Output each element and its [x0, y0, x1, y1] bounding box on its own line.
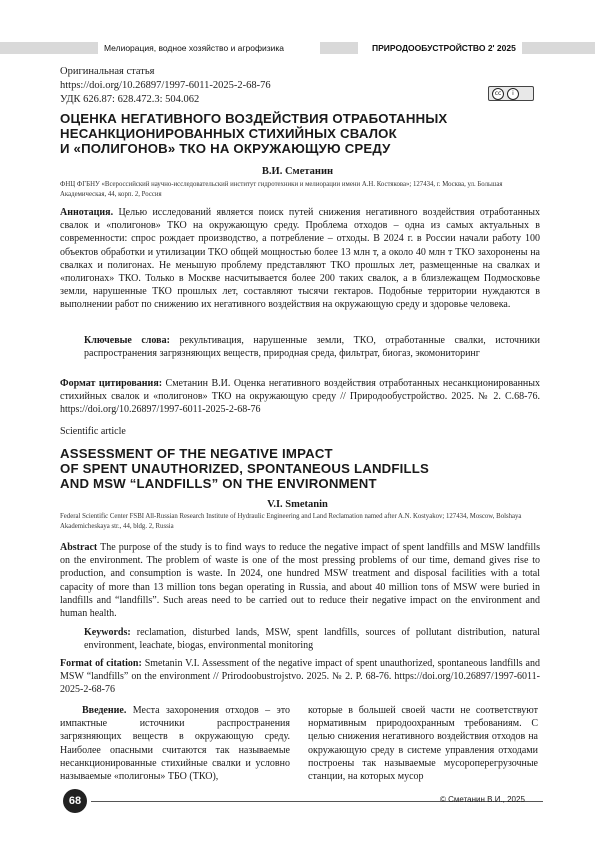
title-ru-line: И «ПОЛИГОНОВ» ТКО НА ОКРУЖАЮЩУЮ СРЕДУ	[60, 141, 391, 156]
citation-ru-label: Формат цитирования:	[60, 378, 163, 389]
journal-section: Мелиорация, водное хозяйство и агрофизика	[104, 43, 284, 53]
body-left-column	[60, 704, 290, 783]
abstract-en-label: Abstract	[60, 542, 98, 553]
abstract-ru-text: Целью исследований является поиск путей снижения негативного воздействия отработанных свалок и «полигонов» ТКО на окружающую среду. Проблема отходов – одна из самых актуальных в современности: спрос рождает производство, а потребление – отходы. В 2024 г. в России начали работу 100 объектов обработки и утилизации ТКО общей мощностью более 13 млн т, а около 40 млн т ТКО захоронены на свалках и полигонах. Не меньшую проблему представляют ТКО прошлых лет, размещенные на свалках и «полигонах» ТКО. Только в Москве насчитывается более 200 таких свалок, а в близлежащем Подмосковье земли, нарушенные ТКО прошлых лет, составляют тысячи гектаров. Подобные территории нуждаются в выполнении работ по снижению их негативного воздействия на окружающую среду и здоровье человека.	[60, 207, 541, 311]
title-en-line: AND MSW “LANDFILLS” ON THE ENVIRONMENT	[60, 476, 377, 491]
title-ru-line: ОЦЕНКА НЕГАТИВНОГО ВОЗДЕЙСТВИЯ ОТРАБОТАННЫХ	[60, 111, 448, 126]
citation-en	[60, 657, 540, 697]
citation-en-text: Smetanin V.I. Assessment of the negative impact of spent unauthorized, spontaneous landfills and MSW “landfills” on the environment // Prirodoobustrojstvo. 2025. № 2. P. 68-76. https://doi.org/10.26897/1997-6011-2025-2-68-76	[60, 658, 540, 696]
journal-issue: ПРИРОДООБУСТРОЙСТВО 2' 2025	[372, 43, 516, 53]
body-left-text: Места захоронения отходов – это импактные источники распространения загрязняющих веществ в окружающую среду. Наиболее опасными считаются так называемые несанкционированные стихийные свалки и условно называемые «полигоны» ТБО (ТКО),	[60, 705, 291, 783]
keywords-en-label: Keywords:	[84, 627, 131, 638]
copyright: © Сметанин В.И., 2025	[440, 795, 525, 804]
title-en-line: OF SPENT UNAUTHORIZED, SPONTANEOUS LANDFILLS	[60, 461, 430, 476]
by-icon: i	[507, 88, 519, 100]
abstract-ru	[60, 206, 540, 312]
body-right-text: которые в большей своей части не соответствуют нормативным природоохранным требованиям. С целью снижения негативного воздействия отходов на окружающую среду в системе управления отходами построены так называемые мусороперегрузочные станции, на которых мусор	[308, 705, 538, 783]
intro-label: Введение.	[82, 705, 127, 716]
author-en: V.I. Smetanin	[267, 499, 328, 510]
title-en	[60, 446, 540, 491]
abstract-ru-label: Аннотация.	[60, 207, 114, 218]
citation-en-label: Format of citation:	[60, 658, 142, 669]
keywords-en	[84, 626, 540, 652]
author-ru: В.И. Сметанин	[261, 166, 334, 177]
citation-ru-text: Сметанин В.И. Оценка негативного воздействия отработанных несанкционированных стихийных свалок и «полигонов» ТКО на окружающую среду // Природообустройство. 2025. № 2. С.68-76. https://doi.org/10.26897/1997-6011-2025-2-68-76	[60, 378, 540, 416]
title-ru	[60, 111, 540, 156]
header-bar-middle	[320, 42, 358, 54]
abstract-en-text: The purpose of the study is to find ways to reduce the negative impact of spent landfills and MSW landfills on the environment. The problem of waste is one of the most pressing problems of our time, demand gives rise to production, and consumption is waste. In 2024, one hundred MSW treatment and disposal facilities with a total capacity of more than 13 million tons began operating in Russia, and about 40 million tons of MSW were buried in landfills and “landfills”. Such areas need to be carried out to reduce their negative impact on the environment and human health.	[60, 542, 540, 620]
header-bar-left	[0, 42, 98, 54]
title-ru-line: НЕСАНКЦИОНИРОВАННЫХ СТИХИЙНЫХ СВАЛОК	[60, 126, 397, 141]
article-meta	[60, 65, 271, 107]
citation-ru	[60, 377, 540, 417]
cc-license-badge-icon[interactable]	[488, 86, 534, 101]
body-right-column	[308, 704, 538, 783]
header-bar-right	[522, 42, 595, 54]
abstract-en	[60, 541, 540, 620]
keywords-ru	[84, 334, 540, 360]
keywords-en-text: reclamation, disturbed lands, MSW, spent landfills, sources of pollutant distribution, natural environment, leachate, biogas, environmental monitoring	[84, 627, 540, 652]
title-en-line: ASSESSMENT OF THE NEGATIVE IMPACT	[60, 446, 333, 461]
affiliation-en: Federal Scientific Center FSBI All-Russian Research Institute of Hydraulic Engineering and Land Reclamation named after A.N. Kostyakov; 127434, Moscow, Bolshaya Akademicheskaya str., 44, bldg. 2, Russia	[60, 513, 522, 530]
doi-link[interactable]: https://doi.org/10.26897/1997-6011-2025-2-68-76	[60, 80, 271, 91]
keywords-ru-label: Ключевые слова:	[84, 335, 170, 346]
article-type: Оригинальная статья	[60, 66, 155, 77]
udc-code: УДК 626.87: 628.472.3: 504.062	[60, 94, 200, 105]
affiliation-ru: ФНЦ ФГБНУ «Всероссийский научно-исследовательский институт гидротехники и мелиорации имени А.Н. Костякова»; 127434, г. Москва, ул. Большая Академическая, 44, корп. 2, Россия	[60, 181, 503, 198]
keywords-ru-text: рекультивация, нарушенные земли, ТКО, отработанные свалки, источники распространения загрязняющих веществ, природная среда, фильтрат, биогаз, экомониторинг	[84, 335, 540, 360]
cc-icon: cc	[492, 88, 504, 100]
page-number: 68	[63, 789, 87, 813]
article-type-en: Scientific article	[60, 426, 126, 437]
